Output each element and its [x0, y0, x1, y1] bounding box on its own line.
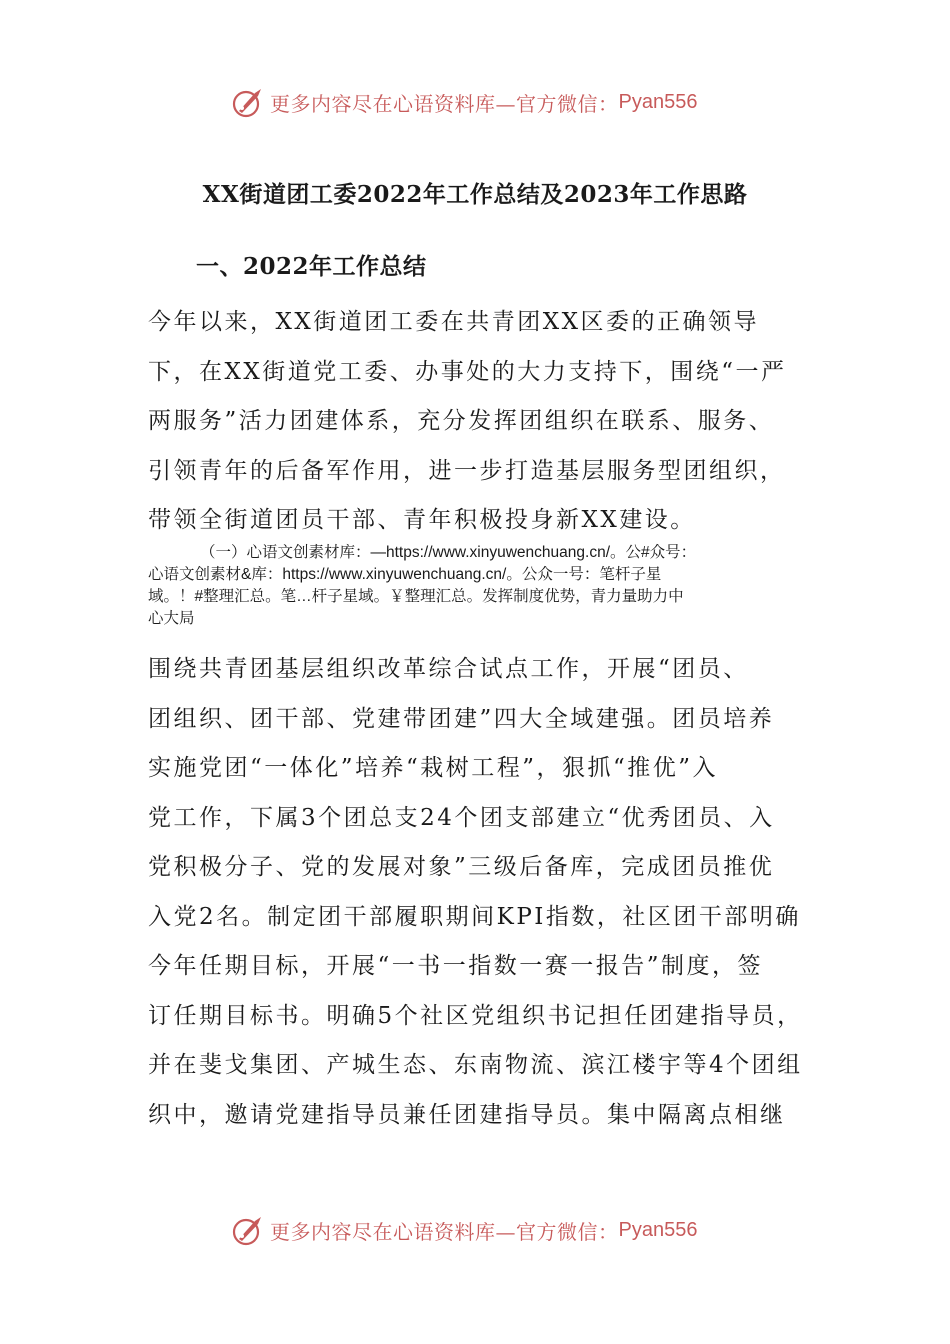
text-line: 团组织、团干部、党建带团建”四大全域建强。团员培养 [148, 705, 775, 732]
header-watermark [230, 82, 697, 122]
text-line: 围绕共青团基层组织改革综合试点工作，开展“团员、 [148, 656, 749, 682]
text-line: 订任期目标书。明确5个社区党组织书记担任团建指导员， [148, 1002, 803, 1029]
note-line: 心大局 [148, 610, 195, 627]
text-line: 两服务”活力团建体系，充分发挥团组织在联系、服务、 [148, 408, 775, 434]
pen-nib-logo-icon [230, 1212, 266, 1248]
text-line: 织中，邀请党建指导员兼任团建指导员。集中隔离点相继 [148, 1101, 786, 1128]
text-line: 入党2名。制定团干部履职期间KPI指数，社区团干部明确 [148, 903, 801, 930]
section-heading: 一、2022年工作总结 [196, 253, 427, 280]
text-line: 今年任期目标，开展“一书一指数一赛一报告”制度，签 [148, 953, 764, 979]
text-line: 党积极分子、党的发展对象”三级后备库，完成团员推优 [148, 854, 775, 880]
text-line: 今年以来，XX街道团工委在共青团XX区委的正确领导 [148, 309, 759, 335]
paragraph-intro [148, 298, 812, 546]
watermark-text: 更多内容尽在心语资料库—官方微信： [270, 1219, 619, 1244]
note-line: 心语文创素材&库：https://www.xinyuwenchuang.cn/。公众一号：笔杆子星 [148, 566, 662, 583]
text-line: 并在斐戈集团、产城生态、东南物流、滨江楼宇等4个团组 [148, 1052, 803, 1078]
paragraph-body [148, 645, 812, 1140]
text-line: 下，在XX街道党工委、办事处的大力支持下，围绕“一严 [148, 358, 787, 385]
text-line: 引领青年的后备军作用，进一步打造基层服务型团组织， [148, 457, 786, 484]
note-line: 域。！#整理汇总。笔…杆子星域。￥整理汇总。发挥制度优势，青力量助力中 [148, 588, 684, 605]
text-line: 实施党团“一体化”培养“栽树工程”，狠抓“推优”入 [148, 755, 719, 781]
footer-watermark [230, 1210, 697, 1250]
text-line: 带领全街道团员干部、青年积极投身新XX建设。 [148, 507, 696, 533]
watermark-wechat-id: Pyan556 [618, 90, 698, 113]
watermark-wechat-id: Pyan556 [618, 1218, 698, 1241]
document-title: XX街道团工委2022年工作总结及2023年工作思路 [202, 181, 748, 208]
text-line: 党工作，下属3个团总支24个团支部建立“优秀团员、入 [148, 804, 775, 831]
watermark-text: 更多内容尽在心语资料库—官方微信： [270, 91, 619, 116]
subsection-note [148, 542, 818, 630]
pen-nib-logo-icon [230, 84, 266, 120]
note-line: （一）心语文创素材库：—https://www.xinyuwenchuang.cn/。公#众号： [200, 544, 697, 561]
